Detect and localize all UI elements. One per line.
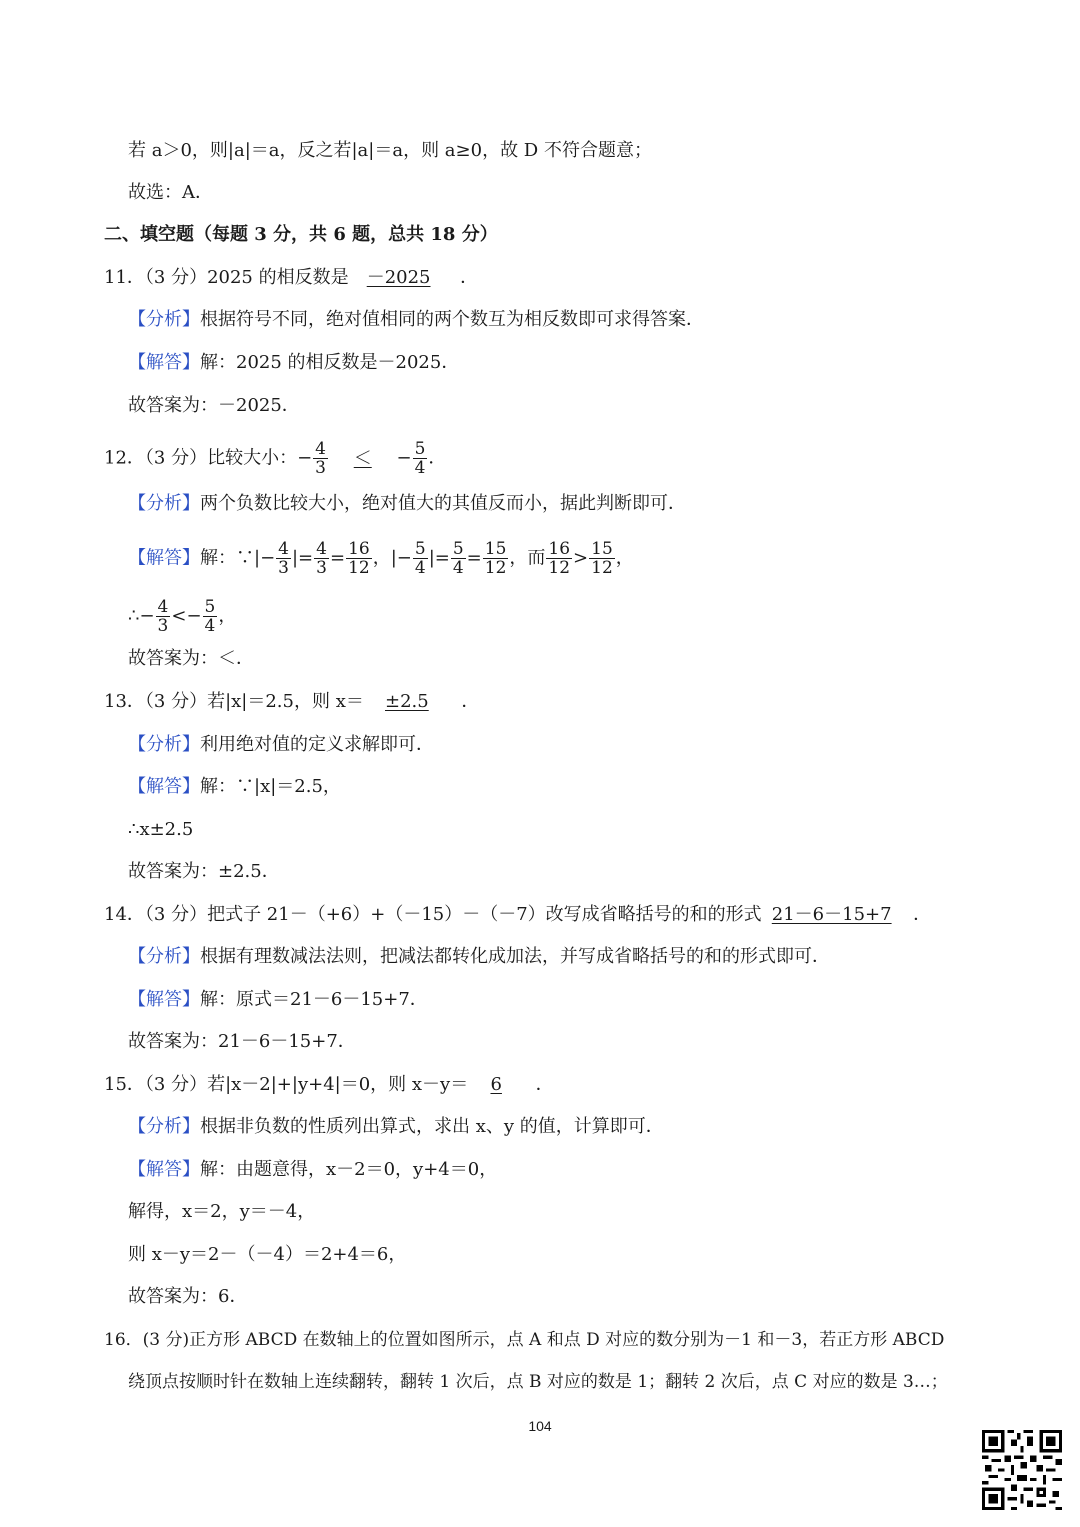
answer-line: 故答案为：－2025．	[128, 395, 300, 416]
symbol: >	[573, 547, 589, 569]
fraction: $\frac{4}{3}$	[316, 539, 327, 578]
fraction: $\frac{4}{3}$	[278, 539, 289, 578]
answer-line: 故答案为：21－6－15+7．	[128, 1031, 356, 1052]
fraction: $\frac{4}{3}$	[157, 597, 169, 636]
analysis-text: 两个负数比较大小，绝对值大的其值反而小，据此判断即可．	[200, 493, 686, 514]
symbol: =	[466, 547, 482, 569]
fraction: $\frac{5}{4}$	[414, 439, 426, 478]
analysis-tag: 【分析】	[128, 493, 200, 514]
solution-text: 解：∵|x|＝2.5，	[200, 776, 341, 797]
analysis-tag: 【分析】	[128, 309, 200, 330]
question-end: ．	[460, 267, 479, 288]
analysis-line	[128, 308, 704, 332]
question-14	[104, 903, 931, 927]
question-11	[104, 266, 478, 290]
symbol: =	[329, 547, 346, 569]
analysis-text: 根据有理数减法法则，把减法都转化成加法，并写成省略括号的和的形式即可．	[200, 946, 830, 967]
solution-line	[128, 775, 341, 799]
solution-text: 解：原式＝21－6－15+7．	[200, 989, 428, 1010]
symbol: ∴−	[128, 605, 155, 627]
solution-line	[128, 988, 428, 1012]
fraction: $\frac{5}{4}$	[414, 539, 426, 578]
analysis-text: 利用绝对值的定义求解即可．	[200, 734, 434, 755]
answer-blank: ±2.5	[385, 691, 429, 712]
analysis-text: 根据非负数的性质列出算式，求出 x、y 的值，计算即可．	[200, 1116, 664, 1137]
symbol: |−	[390, 547, 412, 569]
solution-line: ∴x±2.5	[128, 819, 194, 840]
analysis-tag: 【分析】	[128, 1116, 200, 1137]
fraction: $\frac{16}{12}$	[548, 539, 571, 578]
solution-text: 解：由题意得，x－2＝0，y+4＝0，	[200, 1159, 498, 1180]
question-end: ．	[535, 1074, 554, 1095]
answer-line: 故答案为：6．	[128, 1286, 248, 1307]
answer-blank: 21－6－15+7	[771, 904, 892, 925]
solution-line: 则 x－y＝2－（－4）＝2+4＝6，	[128, 1244, 407, 1265]
text-line: 故选：A．	[128, 182, 213, 203]
fraction: $\frac{5}{4}$	[452, 539, 464, 578]
text-line: 若 a＞0，则|a|＝a，反之若|a|＝a，则 a≥0，故 D 不符合题意；	[128, 140, 652, 161]
question-16-continued: 绕顶点按顺时针在数轴上连续翻转，翻转 1 次后，点 B 对应的数是 1；翻转 2 次后，点 C 对应的数是 3…；	[128, 1372, 948, 1392]
answer-blank: ＜	[353, 447, 372, 469]
analysis-line	[128, 1115, 664, 1139]
question-12	[104, 440, 446, 477]
solution-tag: 【解答】	[128, 776, 200, 797]
solution-text: 解：∵|−	[200, 547, 276, 569]
solution-line	[128, 540, 634, 577]
question-text: 12．（3 分）比较大小：−	[104, 447, 313, 469]
page-number: 104	[528, 1418, 552, 1434]
minus-sign: −	[396, 447, 412, 469]
fraction: $\frac{16}{12}$	[348, 539, 370, 578]
answer-line: 故答案为：＜．	[128, 648, 254, 669]
analysis-tag: 【分析】	[128, 734, 200, 755]
solution-tag: 【解答】	[128, 1159, 200, 1180]
question-end: ．	[913, 904, 932, 925]
solution-tag: 【解答】	[128, 547, 200, 569]
solution-line	[128, 351, 459, 375]
question-text: 11．（3 分）2025 的相反数是	[104, 267, 349, 288]
symbol: |=	[428, 547, 450, 569]
fraction: $\frac{15}{12}$	[591, 539, 613, 578]
fraction: $\frac{5}{4}$	[204, 597, 216, 636]
solution-line: 解得，x＝2，y＝－4，	[128, 1201, 316, 1222]
symbol: ，	[615, 547, 634, 569]
question-text: 13．（3 分）若|x|＝2.5，则 x＝	[104, 691, 364, 712]
symbol: ，	[372, 547, 391, 569]
symbol: |=	[291, 547, 314, 569]
fraction: $\frac{4}{3}$	[315, 439, 326, 478]
question-text: 14．（3 分）把式子 21－（+6）+（－15）－（－7）改写成省略括号的和的形式	[104, 904, 762, 925]
question-end: ．	[428, 447, 447, 469]
solution-text: 解：2025 的相反数是－2025．	[200, 352, 460, 373]
symbol: 而	[527, 547, 546, 569]
symbol: ，	[218, 605, 237, 627]
analysis-line	[128, 733, 434, 757]
analysis-line	[128, 945, 830, 969]
qr-code	[982, 1430, 1062, 1510]
question-16: 16．(3 分)正方形 ABCD 在数轴上的位置如图所示，点 A 和点 D 对应的数分别为－1 和－3，若正方形 ABCD	[104, 1330, 945, 1350]
analysis-line	[128, 492, 686, 516]
symbol: ，	[509, 547, 528, 569]
fraction: $\frac{15}{12}$	[484, 539, 507, 578]
answer-blank: 6	[490, 1074, 502, 1095]
answer-line: 故答案为：±2.5．	[128, 861, 280, 882]
question-text: 15．（3 分）若|x－2|+|y+4|＝0，则 x－y＝	[104, 1074, 469, 1095]
answer-blank: －2025	[366, 267, 431, 288]
solution-tag: 【解答】	[128, 352, 200, 373]
section-heading: 二、填空题（每题 3 分，共 6 题，总共 18 分）	[104, 224, 498, 245]
analysis-text: 根据符号不同，绝对值相同的两个数互为相反数即可求得答案．	[200, 309, 704, 330]
question-13	[104, 690, 479, 714]
solution-line	[128, 598, 236, 635]
solution-tag: 【解答】	[128, 989, 200, 1010]
symbol: <−	[171, 605, 202, 627]
question-15	[104, 1073, 554, 1097]
question-end: ．	[461, 691, 480, 712]
analysis-tag: 【分析】	[128, 946, 200, 967]
solution-line	[128, 1158, 497, 1182]
